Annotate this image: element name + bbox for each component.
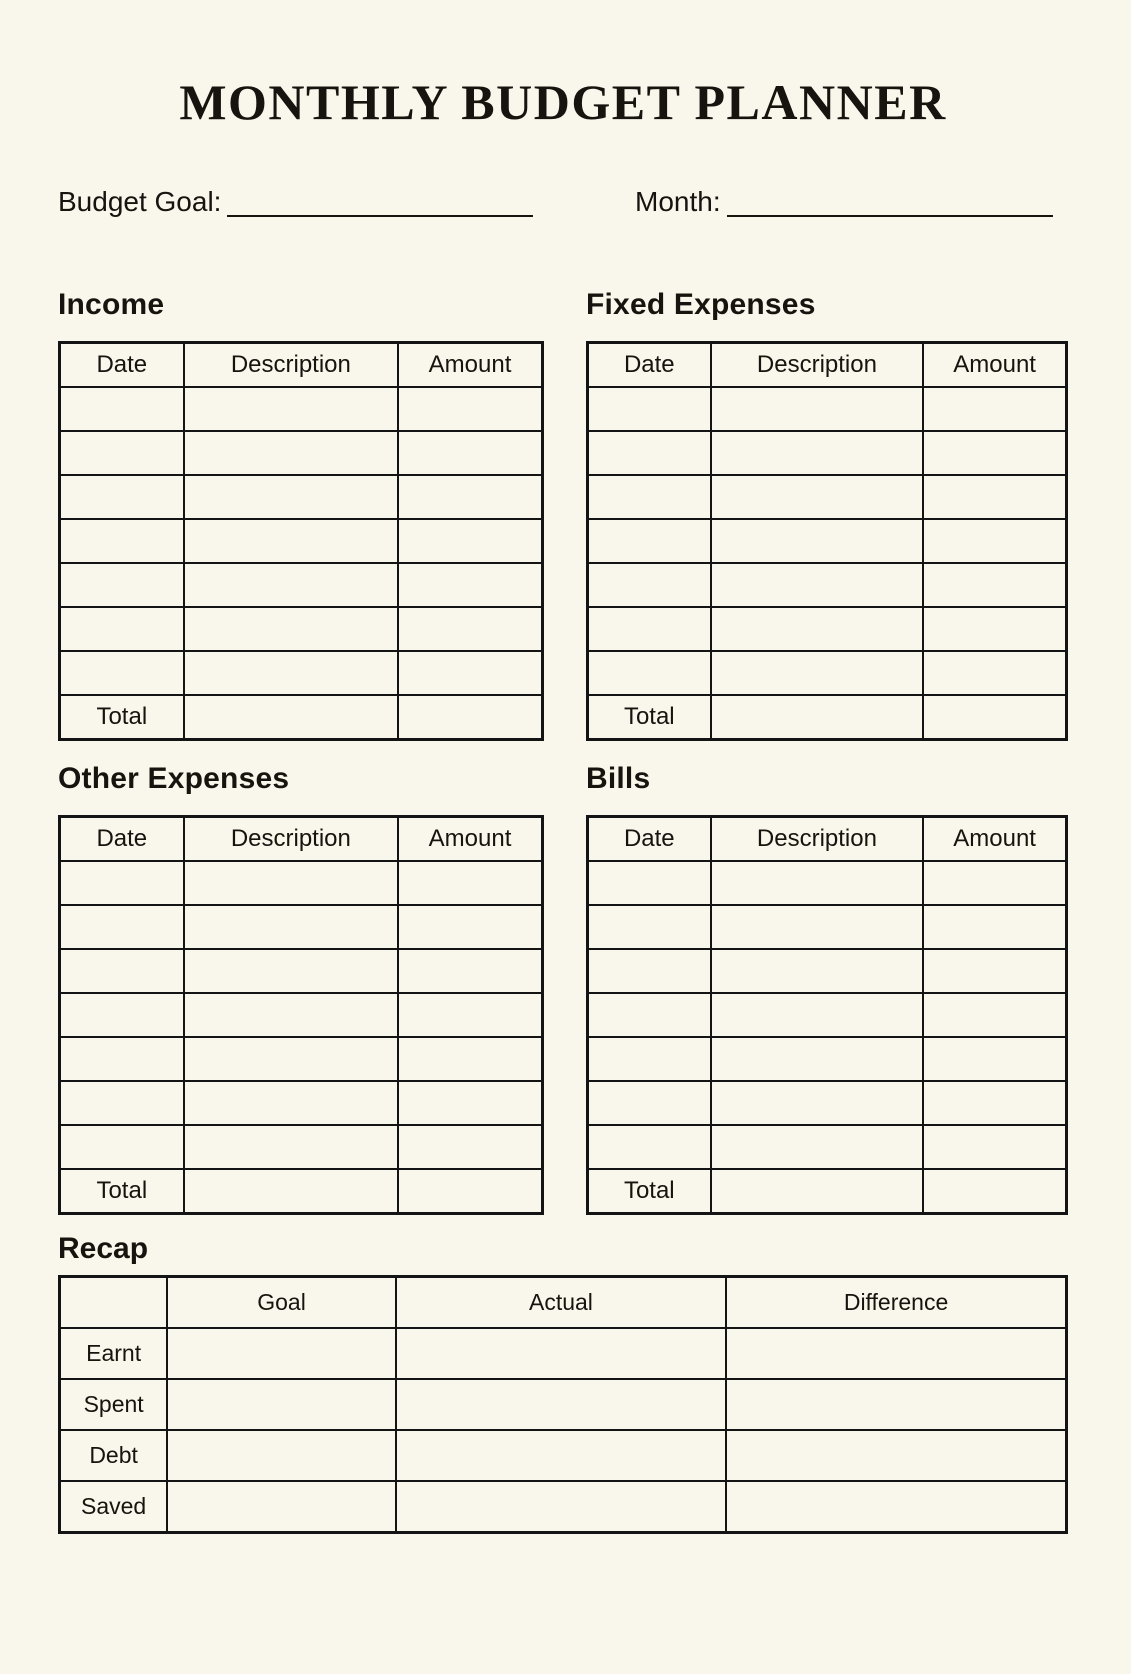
- blank-amount-cell[interactable]: [398, 431, 542, 475]
- month-input-line[interactable]: [727, 215, 1053, 217]
- ledger-row: [60, 861, 543, 905]
- blank-date-cell[interactable]: [588, 949, 711, 993]
- blank-amount-cell[interactable]: [398, 993, 542, 1037]
- blank-description-cell[interactable]: [184, 1081, 398, 1125]
- blank-amount-cell[interactable]: [398, 949, 542, 993]
- total-row: [60, 695, 543, 740]
- table-other-expenses: [58, 815, 544, 1215]
- blank-description-cell[interactable]: [184, 607, 398, 651]
- blank-amount-cell[interactable]: [398, 475, 542, 519]
- blank-amount-cell[interactable]: [923, 475, 1066, 519]
- ledger-row: [588, 993, 1067, 1037]
- blank-date-cell[interactable]: [588, 993, 711, 1037]
- planner-page: [0, 74, 1131, 1674]
- ledger-row: [588, 607, 1067, 651]
- recap-row-debt: [60, 1430, 1067, 1481]
- top-fields: [58, 184, 1068, 219]
- blank-date-cell[interactable]: [60, 1125, 184, 1169]
- recap-spent-difference-cell[interactable]: [726, 1379, 1066, 1430]
- total-row: [588, 1169, 1067, 1214]
- ledger-row: [60, 905, 543, 949]
- blank-amount-cell[interactable]: [923, 949, 1066, 993]
- blank-description-cell[interactable]: [184, 563, 398, 607]
- column-header-row: [588, 343, 1067, 388]
- column-header-description: Description: [184, 817, 398, 862]
- column-header-row: [60, 817, 543, 862]
- total-description-cell[interactable]: [711, 1169, 924, 1214]
- total-label: Total: [588, 695, 711, 740]
- blank-amount-cell[interactable]: [923, 1125, 1066, 1169]
- blank-description-cell[interactable]: [184, 1125, 398, 1169]
- blank-amount-cell[interactable]: [398, 1125, 542, 1169]
- blank-amount-cell[interactable]: [923, 563, 1066, 607]
- table-income: [58, 341, 544, 741]
- blank-date-cell[interactable]: [60, 519, 184, 563]
- blank-amount-cell[interactable]: [398, 905, 542, 949]
- column-header-amount: Amount: [398, 817, 542, 862]
- recap-column-header-actual: Actual: [396, 1277, 726, 1329]
- recap-earnt-goal-cell[interactable]: [167, 1328, 396, 1379]
- month-field: [635, 184, 1053, 219]
- blank-description-cell[interactable]: [184, 905, 398, 949]
- blank-description-cell[interactable]: [711, 905, 924, 949]
- ledger-row: [588, 431, 1067, 475]
- column-header-date: Date: [588, 343, 711, 388]
- recap-saved-difference-cell[interactable]: [726, 1481, 1066, 1533]
- ledger-row: [60, 1081, 543, 1125]
- column-header-date: Date: [60, 343, 184, 388]
- ledger-row: [60, 387, 543, 431]
- blank-date-cell[interactable]: [60, 563, 184, 607]
- section-title-other-expenses: Other Expenses: [58, 762, 290, 795]
- blank-description-cell[interactable]: [711, 1037, 924, 1081]
- blank-description-cell[interactable]: [711, 949, 924, 993]
- column-header-description: Description: [711, 817, 924, 862]
- blank-description-cell[interactable]: [711, 1081, 924, 1125]
- ledger-row: [588, 1037, 1067, 1081]
- recap-column-header-goal: Goal: [167, 1277, 396, 1329]
- recap-row-spent: [60, 1379, 1067, 1430]
- recap-section: [58, 1231, 1068, 1534]
- blank-date-cell[interactable]: [588, 905, 711, 949]
- column-header-description: Description: [711, 343, 924, 388]
- table-bills: [586, 815, 1068, 1215]
- recap-spent-actual-cell[interactable]: [396, 1379, 726, 1430]
- blank-description-cell[interactable]: [711, 861, 924, 905]
- blank-description-cell[interactable]: [711, 387, 924, 431]
- blank-description-cell[interactable]: [711, 431, 924, 475]
- blank-amount-cell[interactable]: [923, 861, 1066, 905]
- blank-date-cell[interactable]: [588, 1037, 711, 1081]
- total-description-cell[interactable]: [184, 1169, 398, 1214]
- recap-debt-goal-cell[interactable]: [167, 1430, 396, 1481]
- blank-date-cell[interactable]: [60, 993, 184, 1037]
- blank-date-cell[interactable]: [588, 431, 711, 475]
- blank-date-cell[interactable]: [60, 431, 184, 475]
- section-title-fixed-expenses: Fixed Expenses: [586, 288, 816, 321]
- budget-goal-field: [58, 184, 533, 219]
- recap-debt-difference-cell[interactable]: [726, 1430, 1066, 1481]
- section-other-expenses: [58, 761, 544, 1215]
- blank-description-cell[interactable]: [184, 861, 398, 905]
- ledger-row: [588, 387, 1067, 431]
- recap-spent-goal-cell[interactable]: [167, 1379, 396, 1430]
- blank-description-cell[interactable]: [184, 1037, 398, 1081]
- ledger-row: [588, 563, 1067, 607]
- blank-date-cell[interactable]: [60, 1037, 184, 1081]
- total-description-cell[interactable]: [711, 695, 924, 740]
- blank-amount-cell[interactable]: [923, 1037, 1066, 1081]
- recap-row-label-debt: Debt: [60, 1430, 168, 1481]
- ledger-row: [60, 651, 543, 695]
- column-header-row: [588, 817, 1067, 862]
- total-label: Total: [60, 695, 184, 740]
- blank-date-cell[interactable]: [588, 387, 711, 431]
- blank-description-cell[interactable]: [711, 607, 924, 651]
- blank-description-cell[interactable]: [184, 993, 398, 1037]
- blank-amount-cell[interactable]: [398, 519, 542, 563]
- column-header-amount: Amount: [923, 343, 1066, 388]
- total-description-cell[interactable]: [184, 695, 398, 740]
- blank-amount-cell[interactable]: [398, 607, 542, 651]
- blank-amount-cell[interactable]: [923, 519, 1066, 563]
- blank-description-cell[interactable]: [711, 563, 924, 607]
- month-label: Month:: [635, 186, 721, 217]
- ledger-row: [60, 1037, 543, 1081]
- blank-amount-cell[interactable]: [398, 1037, 542, 1081]
- recap-column-header-difference: Difference: [726, 1277, 1066, 1329]
- blank-amount-cell[interactable]: [923, 651, 1066, 695]
- blank-description-cell[interactable]: [711, 1125, 924, 1169]
- recap-corner-cell: [60, 1277, 168, 1329]
- budget-goal-label: Budget Goal:: [58, 186, 222, 217]
- total-label: Total: [588, 1169, 711, 1214]
- recap-earnt-actual-cell[interactable]: [396, 1328, 726, 1379]
- blank-amount-cell[interactable]: [923, 387, 1066, 431]
- recap-table: [58, 1275, 1068, 1534]
- blank-amount-cell[interactable]: [398, 651, 542, 695]
- blank-date-cell[interactable]: [588, 475, 711, 519]
- blank-date-cell[interactable]: [588, 1125, 711, 1169]
- blank-description-cell[interactable]: [711, 519, 924, 563]
- blank-date-cell[interactable]: [60, 1081, 184, 1125]
- ledger-row: [60, 1125, 543, 1169]
- total-amount-cell[interactable]: [923, 695, 1066, 740]
- blank-date-cell[interactable]: [60, 387, 184, 431]
- ledger-row: [588, 861, 1067, 905]
- blank-date-cell[interactable]: [60, 861, 184, 905]
- total-row: [588, 695, 1067, 740]
- recap-row-earnt: [60, 1328, 1067, 1379]
- column-header-description: Description: [184, 343, 398, 388]
- ledger-row: [588, 519, 1067, 563]
- section-fixed-expenses: [586, 287, 1068, 741]
- blank-description-cell[interactable]: [184, 519, 398, 563]
- total-row: [60, 1169, 543, 1214]
- recap-saved-actual-cell[interactable]: [396, 1481, 726, 1533]
- total-label: Total: [60, 1169, 184, 1214]
- blank-date-cell[interactable]: [588, 1081, 711, 1125]
- ledger-row: [588, 1125, 1067, 1169]
- blank-description-cell[interactable]: [184, 387, 398, 431]
- blank-date-cell[interactable]: [588, 607, 711, 651]
- recap-saved-goal-cell[interactable]: [167, 1481, 396, 1533]
- blank-date-cell[interactable]: [60, 949, 184, 993]
- recap-header-row: [60, 1277, 1067, 1329]
- column-header-row: [60, 343, 543, 388]
- budget-goal-input-line[interactable]: [227, 215, 533, 217]
- total-amount-cell[interactable]: [398, 695, 542, 740]
- ledger-row: [60, 993, 543, 1037]
- recap-title: Recap: [58, 1232, 149, 1265]
- table-fixed-expenses: [586, 341, 1068, 741]
- blank-date-cell[interactable]: [588, 519, 711, 563]
- recap-row-saved: [60, 1481, 1067, 1533]
- blank-date-cell[interactable]: [588, 563, 711, 607]
- blank-amount-cell[interactable]: [398, 1081, 542, 1125]
- section-income: [58, 287, 544, 741]
- ledger-row: [60, 475, 543, 519]
- blank-description-cell[interactable]: [184, 949, 398, 993]
- blank-amount-cell[interactable]: [923, 607, 1066, 651]
- page-title: MONTHLY BUDGET PLANNER: [179, 74, 947, 130]
- blank-date-cell[interactable]: [60, 607, 184, 651]
- blank-date-cell[interactable]: [588, 651, 711, 695]
- blank-amount-cell[interactable]: [923, 1081, 1066, 1125]
- ledger-row: [60, 607, 543, 651]
- blank-amount-cell[interactable]: [398, 563, 542, 607]
- blank-description-cell[interactable]: [711, 993, 924, 1037]
- column-header-amount: Amount: [923, 817, 1066, 862]
- blank-amount-cell[interactable]: [398, 387, 542, 431]
- recap-row-label-saved: Saved: [60, 1481, 168, 1533]
- total-amount-cell[interactable]: [398, 1169, 542, 1214]
- column-header-date: Date: [60, 817, 184, 862]
- blank-amount-cell[interactable]: [923, 905, 1066, 949]
- recap-row-label-spent: Spent: [60, 1379, 168, 1430]
- section-bills: [586, 761, 1068, 1215]
- ledger-row: [588, 651, 1067, 695]
- recap-earnt-difference-cell[interactable]: [726, 1328, 1066, 1379]
- section-title-income: Income: [58, 288, 165, 321]
- ledger-row: [588, 905, 1067, 949]
- ledger-grid: [58, 287, 1068, 1215]
- total-amount-cell[interactable]: [923, 1169, 1066, 1214]
- blank-date-cell[interactable]: [60, 475, 184, 519]
- blank-date-cell[interactable]: [60, 651, 184, 695]
- column-header-amount: Amount: [398, 343, 542, 388]
- ledger-row: [60, 431, 543, 475]
- ledger-row: [60, 563, 543, 607]
- section-title-bills: Bills: [586, 762, 651, 795]
- blank-amount-cell[interactable]: [398, 861, 542, 905]
- blank-description-cell[interactable]: [711, 475, 924, 519]
- blank-description-cell[interactable]: [184, 431, 398, 475]
- blank-amount-cell[interactable]: [923, 993, 1066, 1037]
- blank-date-cell[interactable]: [60, 905, 184, 949]
- ledger-row: [588, 475, 1067, 519]
- blank-amount-cell[interactable]: [923, 431, 1066, 475]
- recap-row-label-earnt: Earnt: [60, 1328, 168, 1379]
- blank-description-cell[interactable]: [184, 651, 398, 695]
- ledger-row: [588, 1081, 1067, 1125]
- column-header-date: Date: [588, 817, 711, 862]
- blank-description-cell[interactable]: [711, 651, 924, 695]
- recap-debt-actual-cell[interactable]: [396, 1430, 726, 1481]
- blank-description-cell[interactable]: [184, 475, 398, 519]
- ledger-row: [588, 949, 1067, 993]
- ledger-row: [60, 519, 543, 563]
- ledger-row: [60, 949, 543, 993]
- blank-date-cell[interactable]: [588, 861, 711, 905]
